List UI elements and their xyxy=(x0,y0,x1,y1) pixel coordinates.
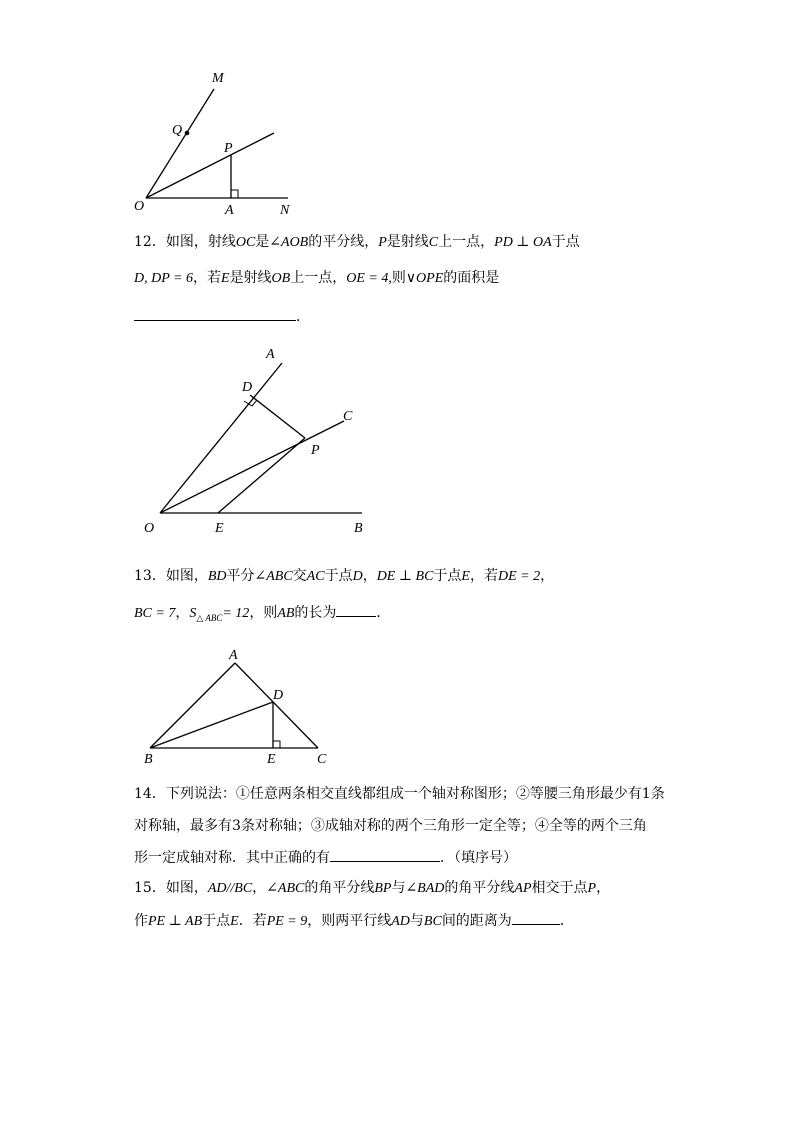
label-o: O xyxy=(144,521,155,536)
right-angle-mark xyxy=(273,741,280,748)
q15-math: AD//BC xyxy=(207,881,253,896)
q12-math: ∠AOB xyxy=(269,235,309,250)
q15-math: AP xyxy=(514,881,532,896)
q15-math: PE ⊥ AB xyxy=(148,914,203,929)
q14-line2: 对称轴，最多有3条对称轴；③成轴对称的两个三角形一定全等；④全等的两个三角 xyxy=(134,818,647,834)
q15-math: BC xyxy=(423,914,442,929)
q12-math: OB xyxy=(271,271,291,286)
label-p: P xyxy=(311,443,320,458)
label-a: A xyxy=(225,203,234,218)
q15-number: 15．如图， xyxy=(134,880,208,896)
q13-text: ， xyxy=(362,568,377,584)
q12-text: ，若 xyxy=(192,270,221,286)
q13-math: BD xyxy=(207,569,227,584)
q13-line1 xyxy=(134,566,674,587)
q15-math: E xyxy=(230,914,239,929)
q15-text: 与 xyxy=(391,880,406,896)
q14-line3 xyxy=(134,847,674,868)
q14-text: 形一定成轴对称．其中正确的有 xyxy=(134,850,330,866)
q15-line1 xyxy=(134,878,674,899)
q13-math: DE ⊥ BC xyxy=(376,569,434,584)
q15-text: 作 xyxy=(134,913,148,929)
q13-math: DE = 2 xyxy=(497,569,541,584)
q13-math: = 12 xyxy=(222,606,250,621)
ray-om xyxy=(146,89,214,198)
label-c: C xyxy=(317,752,327,767)
label-n: N xyxy=(280,203,290,218)
q14-line1: 14．下列说法：①任意两条相交直线都组成一个轴对称图形；②等腰三角形最少有1条 xyxy=(134,786,665,802)
q13-line2 xyxy=(134,602,674,628)
q13-text: ， xyxy=(540,568,555,584)
q15-end: ． xyxy=(559,913,574,929)
segment-pe xyxy=(218,438,305,513)
q13-math: BC = 7 xyxy=(134,606,176,621)
q15-text: 间的距离为 xyxy=(441,913,512,929)
q12-math: E xyxy=(220,271,230,286)
label-b: B xyxy=(354,521,363,536)
q12-text: 上一点， xyxy=(438,234,495,250)
point-q xyxy=(185,131,190,136)
q13-text: 的长为 xyxy=(294,605,337,621)
answer-blank-14[interactable] xyxy=(330,847,440,862)
q12-math: C xyxy=(428,235,439,250)
label-e: E xyxy=(267,752,276,767)
q15-text: 的角平分线 xyxy=(304,880,375,896)
q12-end: ． xyxy=(296,309,310,325)
q13-text: 交 xyxy=(292,568,307,584)
label-a: A xyxy=(229,648,238,663)
q12-text: 的面积是 xyxy=(443,270,500,286)
q15-math: PE = 9 xyxy=(266,914,308,929)
q13-math: AB xyxy=(277,606,295,621)
q15-text: 的角平分线 xyxy=(444,880,515,896)
q12-text: 于点 xyxy=(551,234,580,250)
q15-text: ， xyxy=(596,880,611,896)
right-angle-mark xyxy=(231,190,238,198)
q13-math: AC xyxy=(306,569,325,584)
side-ac xyxy=(235,663,318,748)
figure-13 xyxy=(140,645,340,770)
answer-blank-15[interactable] xyxy=(512,910,560,925)
q12-math: D, DP = 6 xyxy=(134,271,193,286)
q13-math: E xyxy=(461,569,470,584)
q13-subscript: △ ABC xyxy=(196,613,223,623)
label-a: A xyxy=(266,347,275,362)
angle-figure xyxy=(120,62,310,222)
label-p: P xyxy=(224,141,233,156)
q15-math: BP xyxy=(374,881,392,896)
answer-blank-12[interactable] xyxy=(134,306,296,321)
q12-math: OE = 4, xyxy=(346,271,392,286)
q12-math: P xyxy=(378,235,387,250)
q15-math: ∠BAD xyxy=(405,881,445,896)
q12-line3 xyxy=(134,306,674,327)
q12-text: 是射线 xyxy=(386,234,429,250)
ray-op xyxy=(146,133,274,198)
segment-bd xyxy=(150,702,273,748)
q12-number: 12．如图，射线 xyxy=(134,234,236,250)
answer-blank-13[interactable] xyxy=(336,602,376,617)
q12-line1 xyxy=(134,232,674,253)
q15-math: ∠ABC xyxy=(266,881,305,896)
q15-text: 相交于点 xyxy=(531,880,588,896)
q14-text: ．（填序号） xyxy=(440,850,517,866)
q13-end: ． xyxy=(376,605,391,621)
ray-oa xyxy=(160,363,282,513)
label-b: B xyxy=(144,752,153,767)
q15-line2 xyxy=(134,910,674,932)
q13-text: 于点 xyxy=(324,568,353,584)
q12-text: 上一点， xyxy=(290,270,347,286)
q15-text: ，则两平行线 xyxy=(307,913,392,929)
q12-text: 是 xyxy=(255,234,270,250)
label-m: M xyxy=(212,71,224,86)
q13-text: ，则 xyxy=(249,605,278,621)
q15-text: ， xyxy=(252,880,267,896)
q12-math: OC xyxy=(235,235,256,250)
q12-text: 的平分线， xyxy=(308,234,379,250)
q13-text: ， xyxy=(175,605,190,621)
ray-oc xyxy=(160,421,344,513)
q13-math: ∠ABC xyxy=(254,569,293,584)
q15-text: 于点 xyxy=(202,913,231,929)
label-e: E xyxy=(215,521,224,536)
q13-math: S xyxy=(189,606,197,621)
q15-text: ．若 xyxy=(238,913,267,929)
label-d: D xyxy=(273,688,284,703)
q12-text: 是射线 xyxy=(229,270,272,286)
side-ab xyxy=(150,663,235,748)
label-o: O xyxy=(134,199,145,214)
q13-text: ，若 xyxy=(469,568,498,584)
label-q: Q xyxy=(172,123,183,138)
q13-text: 平分 xyxy=(226,568,255,584)
q12-math: PD ⊥ OA xyxy=(494,235,552,250)
q12-text: 则 xyxy=(391,270,406,286)
q15-math: AD xyxy=(391,914,410,929)
figure-12 xyxy=(130,338,380,544)
label-c: C xyxy=(343,409,353,424)
q15-math: P xyxy=(587,881,597,896)
q13-number: 13．如图， xyxy=(134,568,208,584)
q13-math: D xyxy=(352,569,363,584)
q12-line2 xyxy=(134,268,674,289)
q15-text: 与 xyxy=(409,913,424,929)
q12-math: ∨OPE xyxy=(405,271,444,286)
q13-text: 于点 xyxy=(433,568,462,584)
segment-dp xyxy=(250,395,305,438)
label-d: D xyxy=(242,380,253,395)
